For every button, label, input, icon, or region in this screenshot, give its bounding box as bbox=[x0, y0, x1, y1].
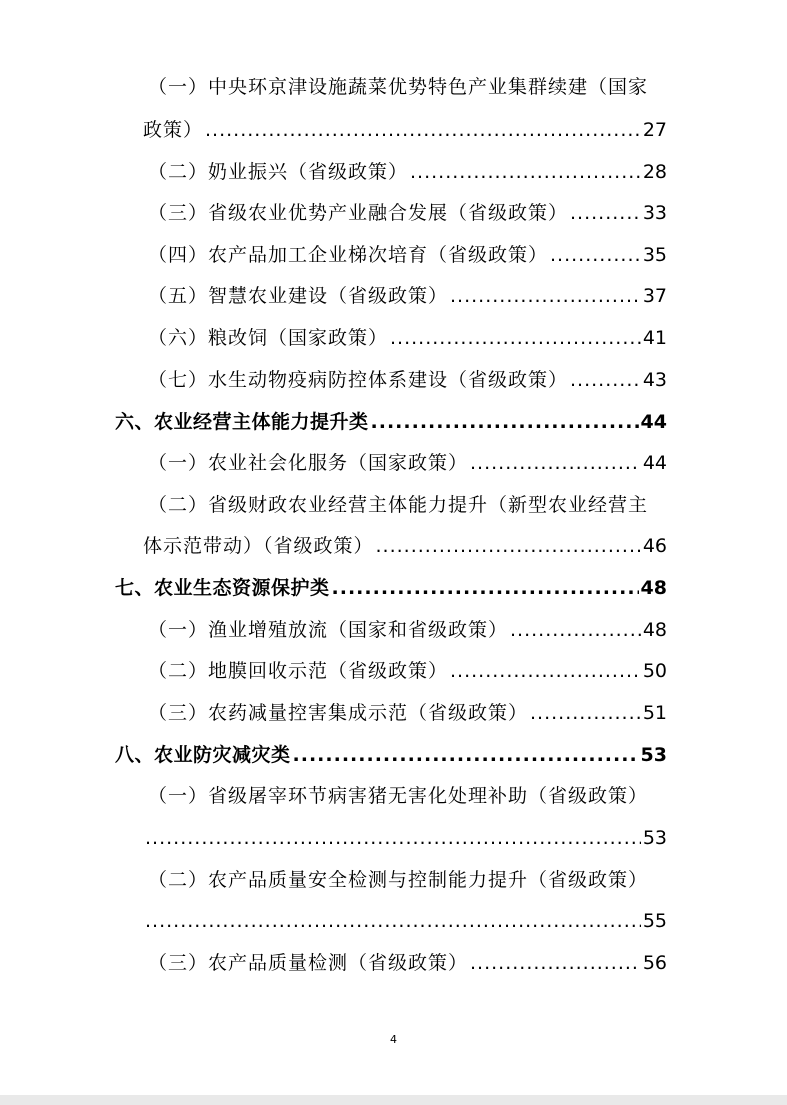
toc-entry bbox=[148, 200, 667, 226]
toc-leader-dots bbox=[570, 367, 641, 393]
toc-section-heading bbox=[115, 575, 667, 601]
toc-entry-text: （一）中央环京津设施蔬菜优势特色产业集群续建（国家 bbox=[148, 76, 649, 98]
toc-leader-dots bbox=[470, 950, 641, 976]
toc-leader-dots bbox=[530, 700, 641, 726]
toc-leader-dots bbox=[410, 159, 641, 185]
toc-entry bbox=[148, 159, 667, 185]
toc-entry-page: 55 bbox=[642, 910, 667, 932]
toc-leader-dots bbox=[145, 825, 641, 851]
toc-entry-text: （二）省级财政农业经营主体能力提升（新型农业经营主 bbox=[148, 494, 649, 516]
toc-leader-dots bbox=[390, 325, 641, 351]
toc-entry-text: （七）水生动物疫病防控体系建设（省级政策） bbox=[148, 369, 569, 391]
toc-leader-dots bbox=[332, 575, 639, 601]
toc-entry bbox=[148, 700, 667, 726]
toc-leader-dots bbox=[450, 658, 641, 684]
toc-entry bbox=[143, 533, 667, 559]
toc-entry bbox=[148, 242, 667, 268]
toc-entry-text: （一）省级屠宰环节病害猪无害化处理补助（省级政策） bbox=[148, 785, 649, 807]
toc-leader-dots bbox=[470, 450, 641, 476]
toc-entry-page: 35 bbox=[642, 244, 667, 266]
toc-entry-text: （三）省级农业优势产业融合发展（省级政策） bbox=[148, 202, 569, 224]
toc-entry bbox=[148, 450, 667, 476]
page-number: 4 bbox=[390, 1033, 397, 1046]
toc-entry-text: 政策） bbox=[143, 119, 204, 141]
toc-entry-text: 六、农业经营主体能力提升类 bbox=[115, 411, 369, 433]
toc-entry-page: 50 bbox=[642, 660, 667, 682]
toc-entry-text: （五）智慧农业建设（省级政策） bbox=[148, 285, 449, 307]
toc-entry bbox=[148, 617, 667, 643]
toc-leader-dots bbox=[510, 617, 641, 643]
toc-entry-page: 48 bbox=[642, 619, 667, 641]
toc-entry-text: （二）地膜回收示范（省级政策） bbox=[148, 660, 449, 682]
toc-entry-page: 48 bbox=[640, 577, 667, 599]
toc-entry-page: 33 bbox=[642, 202, 667, 224]
toc-entry-page: 37 bbox=[642, 285, 667, 307]
toc-leader-dots bbox=[293, 742, 639, 768]
toc-entry-text: （三）农产品质量检测（省级政策） bbox=[148, 952, 469, 974]
toc-entry-page: 43 bbox=[642, 369, 667, 391]
toc-entry bbox=[148, 867, 670, 893]
toc-entry-page: 41 bbox=[642, 327, 667, 349]
toc-entry-page: 51 bbox=[642, 702, 667, 724]
toc-leader-dots bbox=[570, 200, 641, 226]
bottom-scroll-area bbox=[0, 1095, 787, 1105]
toc-entry bbox=[148, 325, 667, 351]
toc-leader-dots bbox=[450, 283, 641, 309]
toc-entry-text: 七、农业生态资源保护类 bbox=[115, 577, 330, 599]
toc-entry-page: 56 bbox=[642, 952, 667, 974]
toc-entry bbox=[148, 783, 670, 809]
toc-entry bbox=[143, 117, 667, 143]
toc-entry bbox=[148, 283, 667, 309]
toc-entry-text: （四）农产品加工企业梯次培育（省级政策） bbox=[148, 244, 549, 266]
toc-entry-text: （二）奶业振兴（省级政策） bbox=[148, 161, 409, 183]
toc-entry-text: （六）粮改饲（国家政策） bbox=[148, 327, 389, 349]
toc-leader-dots bbox=[145, 908, 641, 934]
toc-entry-page: 46 bbox=[642, 535, 667, 557]
toc-entry-page: 44 bbox=[640, 411, 667, 433]
toc-entry bbox=[148, 367, 667, 393]
toc-leader-dots bbox=[550, 242, 641, 268]
toc-entry-text: （一）农业社会化服务（国家政策） bbox=[148, 452, 469, 474]
toc-entry bbox=[143, 908, 667, 934]
toc-entry bbox=[143, 825, 667, 851]
toc-leader-dots bbox=[376, 533, 641, 559]
toc-entry-page: 28 bbox=[642, 161, 667, 183]
toc-section-heading bbox=[115, 742, 667, 768]
toc-entry-page: 53 bbox=[640, 744, 667, 766]
toc-entry-text: 八、农业防灾减灾类 bbox=[115, 744, 291, 766]
toc-entry-text: （三）农药减量控害集成示范（省级政策） bbox=[148, 702, 529, 724]
toc-leader-dots bbox=[371, 409, 639, 435]
toc-section-heading bbox=[115, 409, 667, 435]
toc-entry-page: 27 bbox=[642, 119, 667, 141]
toc-entry bbox=[148, 492, 670, 518]
toc-entry bbox=[148, 950, 667, 976]
toc-entry-text: （二）农产品质量安全检测与控制能力提升（省级政策） bbox=[148, 869, 649, 891]
toc-entry bbox=[148, 658, 667, 684]
toc-entry-page: 44 bbox=[642, 452, 667, 474]
toc-leader-dots bbox=[205, 117, 641, 143]
toc-entry-page: 53 bbox=[642, 827, 667, 849]
toc-entry bbox=[148, 74, 670, 100]
toc-entry-text: （一）渔业增殖放流（国家和省级政策） bbox=[148, 619, 509, 641]
toc-entry-text: 体示范带动）（省级政策） bbox=[143, 535, 374, 557]
